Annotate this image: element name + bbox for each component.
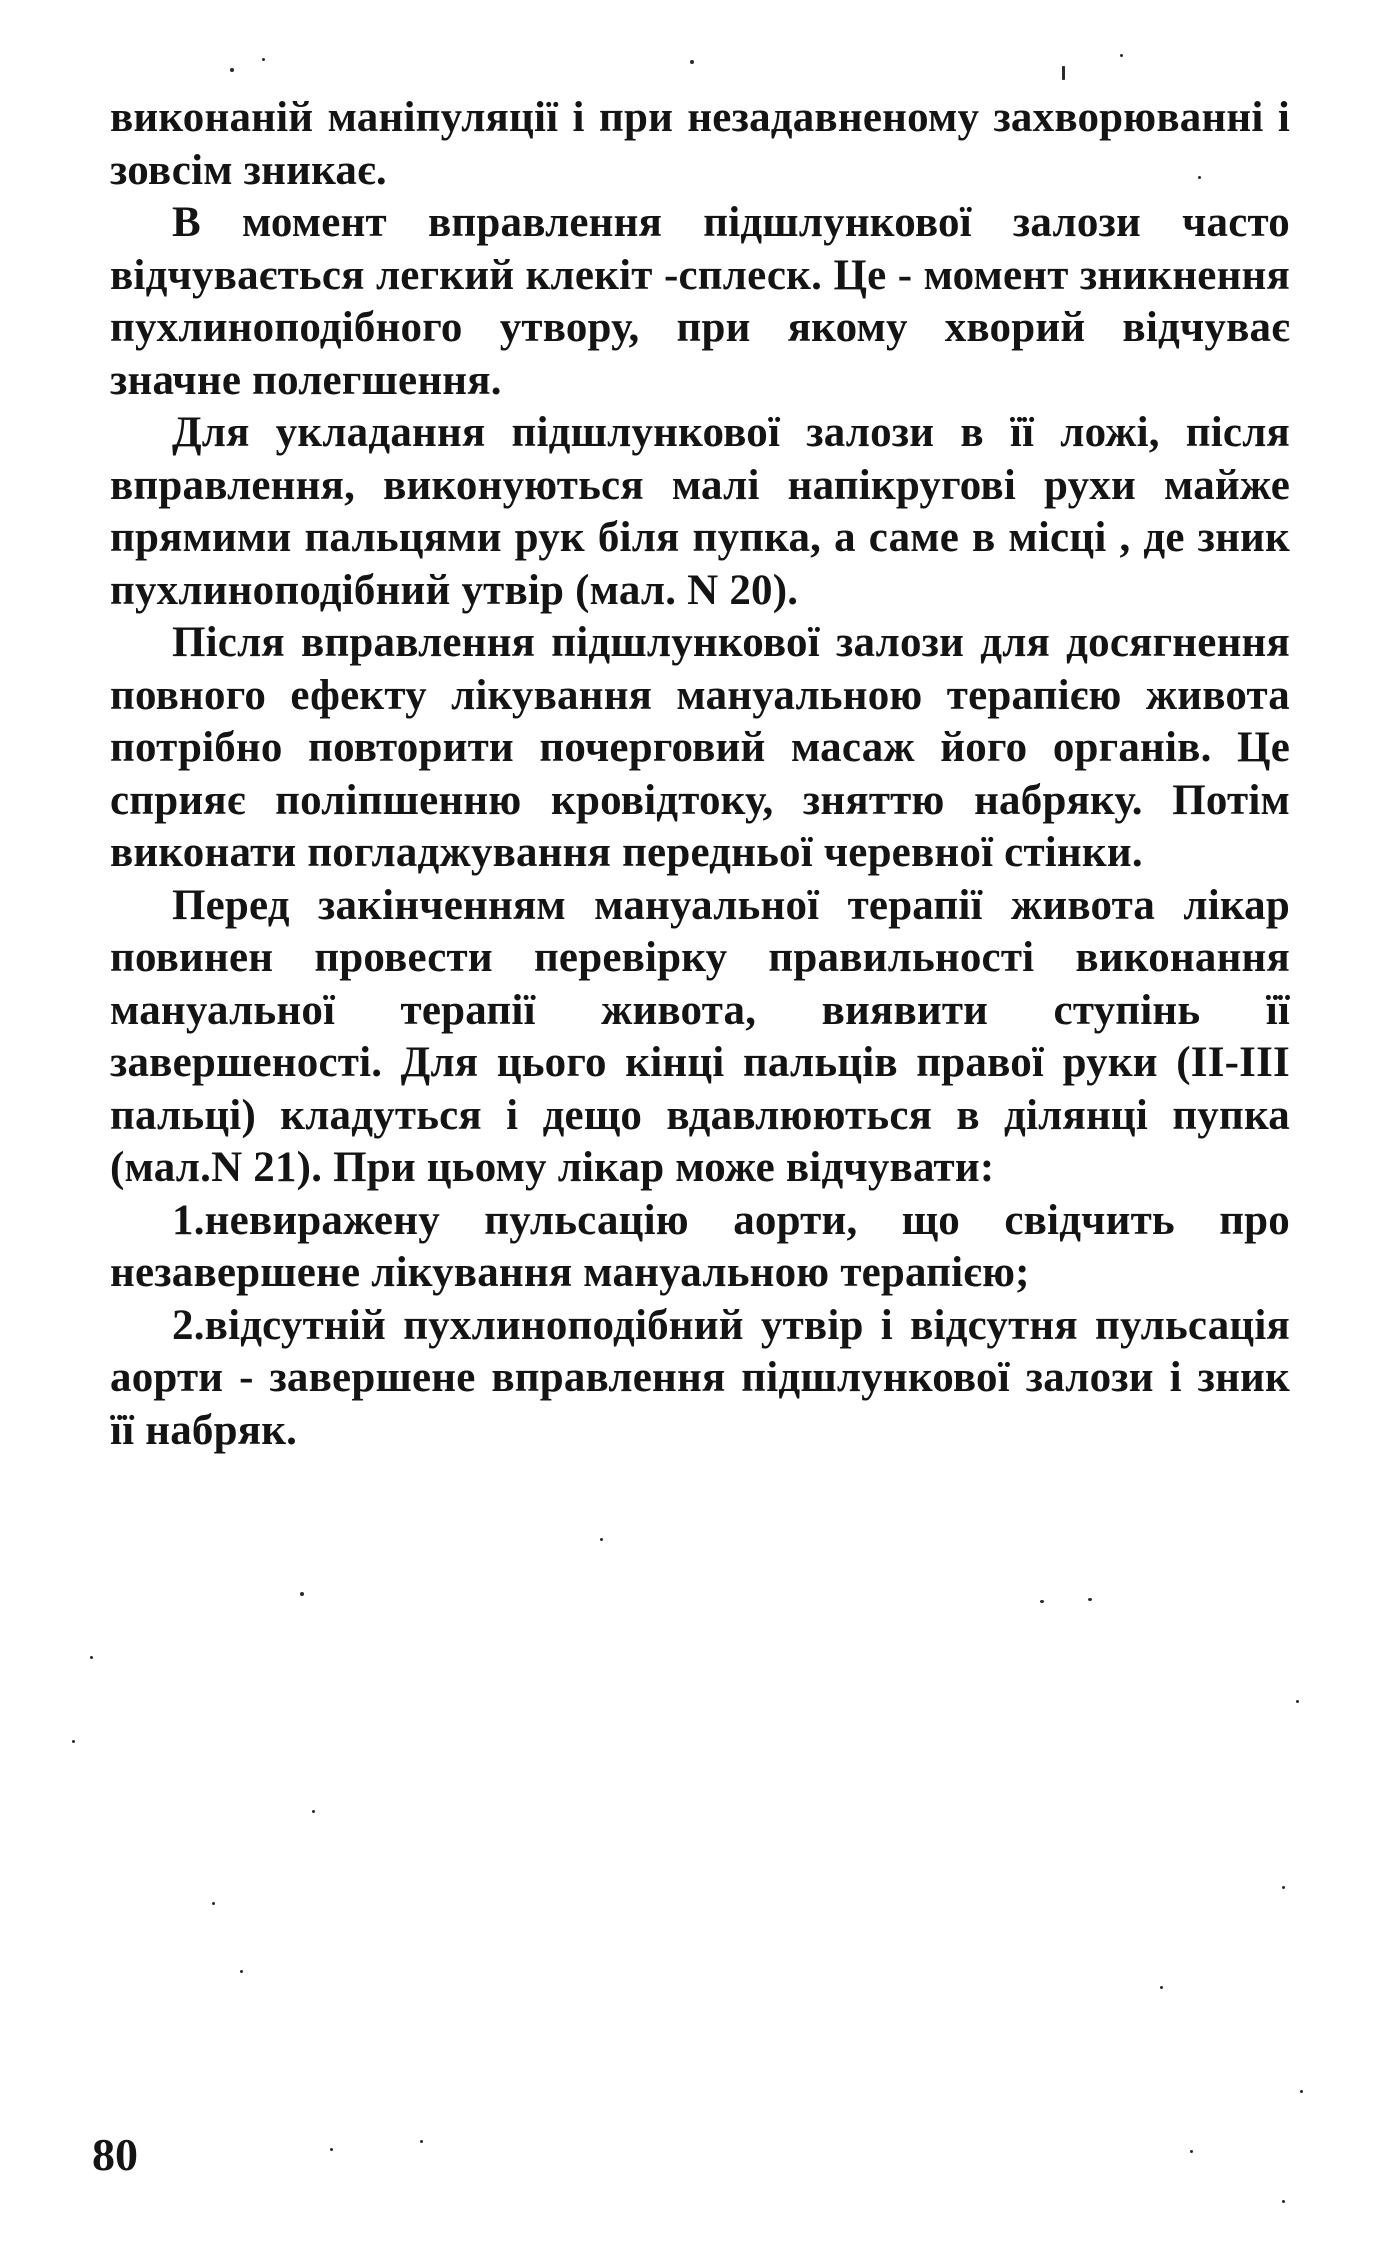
scan-speck bbox=[1040, 1600, 1044, 1603]
scan-speck bbox=[1120, 54, 1123, 57]
scan-speck bbox=[90, 1656, 93, 1659]
scan-speck bbox=[1088, 1598, 1092, 1601]
scan-speck bbox=[72, 1740, 75, 1743]
scan-speck bbox=[1062, 66, 1065, 80]
paragraph: Для укладання підшлункової залози в її ложі, після вправлення, виконуються малі напікругові рухи майже прямими пальцями рук біля пупка, а саме в місці , де зник пухлиноподібний утвір (мал. N 20). bbox=[110, 409, 1290, 614]
scan-speck bbox=[212, 1902, 215, 1905]
scan-speck bbox=[230, 68, 234, 72]
scan-speck bbox=[600, 1538, 603, 1541]
page-number: 80 bbox=[92, 2129, 138, 2180]
scan-speck bbox=[1160, 1986, 1163, 1989]
paragraph: Після вправлення підшлункової залози для досягнення повного ефекту лікування мануальною терапією живота потрібно повторити почерговий масаж його органів. Це сприяє поліпшенню кровідтоку, зняттю набряку. Потім виконати погладжування передньої черевної стінки. bbox=[110, 619, 1290, 876]
paragraph: виконаній маніпуляції і при незадавненому захворюванні і зовсім зникає. bbox=[110, 94, 1290, 194]
paragraph: Перед закінченням мануальної терапії живота лікар повинен провести перевірку правильності виконання мануальної терапії живота, виявити ступінь її завершеності. Для цього кінці пальців правої руки (II-III пальці) кладуться і дещо вдавлюються в ділянці пупка (мал.N 21). При цьому лікар може відчувати: bbox=[110, 881, 1290, 1191]
scan-speck bbox=[1296, 1700, 1299, 1703]
scan-speck bbox=[240, 1970, 243, 1973]
scan-speck bbox=[262, 58, 265, 61]
scan-speck bbox=[1282, 1886, 1285, 1889]
scan-speck bbox=[1300, 2090, 1303, 2093]
scan-speck bbox=[312, 1810, 315, 1813]
scan-speck bbox=[330, 2148, 333, 2151]
scan-speck bbox=[1282, 2200, 1285, 2203]
scan-speck bbox=[1190, 2150, 1193, 2153]
body-text bbox=[110, 92, 1290, 1457]
paragraph: 1.невиражену пульсацію аорти, що свідчить про незавершене лікування мануальною терапією; bbox=[110, 1196, 1290, 1296]
paragraph: 2.відсутній пухлиноподібний утвір і відсутня пульсація аорти - завершене вправлення підшлункової залози і зник її набряк. bbox=[110, 1301, 1290, 1454]
scan-speck bbox=[420, 2140, 423, 2143]
scan-speck bbox=[1198, 176, 1201, 179]
scan-speck bbox=[300, 1592, 304, 1596]
paragraph: В момент вправлення підшлункової залози часто відчувається легкий клекіт -сплеск. Це - момент зникнення пухлиноподібного утвору, при якому хворий відчуває значне полегшення. bbox=[110, 199, 1290, 404]
scan-speck bbox=[690, 60, 694, 64]
